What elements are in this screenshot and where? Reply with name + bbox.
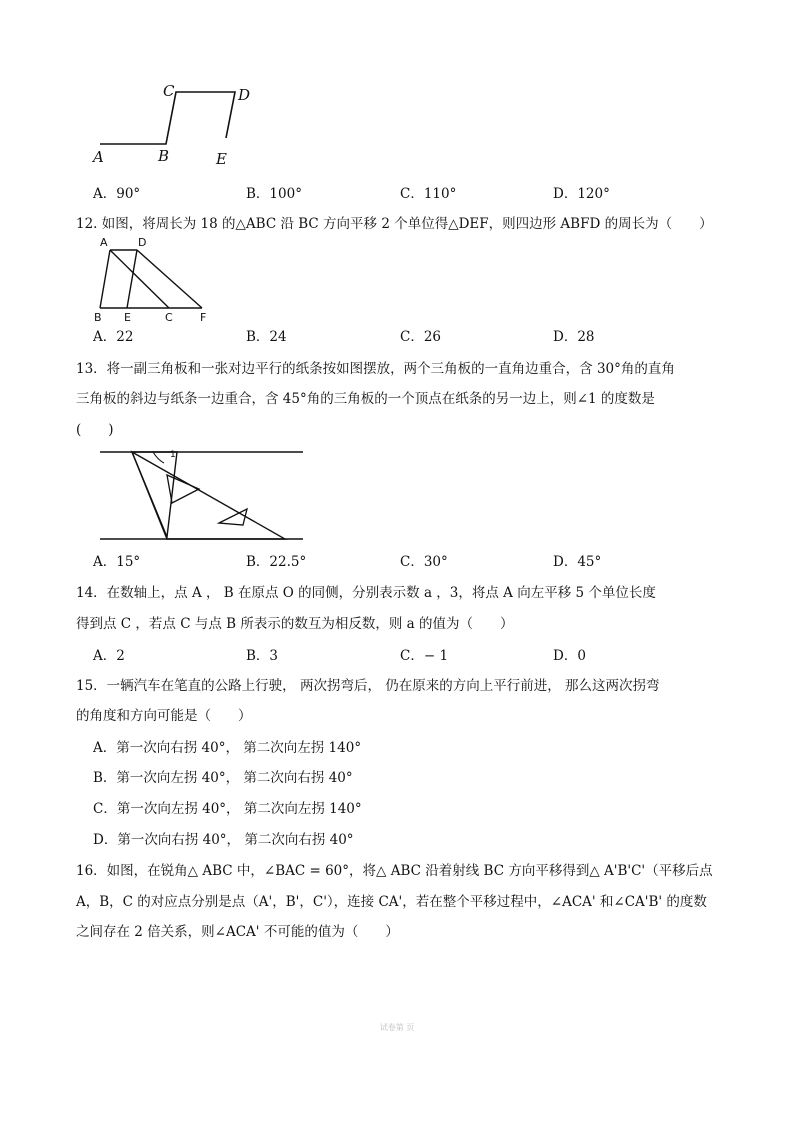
q13-option-d[interactable]: D．45°: [553, 554, 602, 570]
q14-option-b[interactable]: B．3: [246, 648, 279, 664]
q11-label-D: D: [238, 86, 251, 104]
q14-text-line-2: 得到点 C ，若点 C 与点 B 所表示的数互为相反数，则 a 的值为（ ）: [76, 616, 514, 632]
q13-option-a[interactable]: A．15°: [93, 554, 141, 570]
q11-option-a[interactable]: A．90°: [93, 186, 141, 202]
q12-option-d[interactable]: D．28: [553, 329, 595, 345]
q12-label-B: B: [94, 311, 102, 324]
q15-option-c[interactable]: C．第一次向左拐 40°， 第二次向左拐 140°: [93, 801, 362, 817]
q14-text-line-1: 14．在数轴上，点 A ， B 在原点 O 的同侧，分别表示数 a ，3，将点 A 向左平移 5 个单位长度: [76, 585, 656, 601]
q12-option-a[interactable]: A．22: [93, 329, 134, 345]
q15-option-a[interactable]: A．第一次向右拐 40°， 第二次向左拐 140°: [93, 740, 362, 756]
q12-option-b[interactable]: B．24: [246, 329, 287, 345]
q11-label-B: B: [158, 147, 170, 165]
q11-option-d[interactable]: D．120°: [553, 186, 610, 202]
q13-option-b[interactable]: B．22.5°: [246, 554, 307, 570]
q14-option-c[interactable]: C．− 1: [400, 648, 449, 664]
q15-text-line-1: 15．一辆汽车在笔直的公路上行驶， 两次拐弯后， 仍在原来的方向上平行前进， 那么这两次拐弯: [76, 678, 660, 694]
q12-text: 12. 如图，将周长为 18 的△ABC 沿 BC 方向平移 2 个单位得△DEF，则四边形 ABFD 的周长为（ ）: [76, 216, 713, 232]
q13-text-line-3: ( ): [76, 422, 114, 438]
q11-option-b[interactable]: B．100°: [246, 186, 302, 202]
q15-option-b[interactable]: B．第一次向左拐 40°， 第二次向右拐 40°: [93, 770, 353, 786]
q15-option-d[interactable]: D．第一次向右拐 40°， 第二次向右拐 40°: [93, 832, 354, 848]
q12-option-c[interactable]: C．26: [400, 329, 442, 345]
q13-option-c[interactable]: C．30°: [400, 554, 448, 570]
q15-text-line-2: 的角度和方向可能是（ ）: [76, 708, 252, 724]
q11-option-c[interactable]: C．110°: [400, 186, 457, 202]
q16-text-line-3: 之间存在 2 倍关系，则∠ACA' 不可能的值为（ ）: [76, 924, 399, 940]
q11-label-A: A: [93, 148, 104, 166]
q14-option-d[interactable]: D．0: [553, 648, 586, 664]
q13-figure: [95, 445, 310, 545]
q11-label-C: C: [163, 82, 175, 100]
q11-label-E: E: [216, 150, 227, 168]
q12-label-F: F: [200, 311, 207, 324]
q16-text-line-2: A，B，C 的对应点分别是点（A'，B'，C'），连接 CA'，若在整个平移过程中，∠ACA' 和∠CA'B' 的度数: [76, 894, 707, 910]
q12-figure: [90, 238, 220, 318]
q12-label-D: D: [138, 236, 147, 249]
q13-angle-label: 1: [170, 450, 176, 460]
page-footer: 试卷第 页: [379, 1023, 415, 1032]
q12-label-A: A: [100, 236, 108, 249]
q14-option-a[interactable]: A．2: [93, 648, 125, 664]
q13-text-line-1: 13．将一副三角板和一张对边平行的纸条按如图摆放，两个三角板的一直角边重合，含 30°角的直角: [76, 361, 675, 377]
q12-label-C: C: [165, 311, 173, 324]
q12-label-E: E: [124, 311, 131, 324]
q16-text-line-1: 16．如图，在锐角△ ABC 中，∠BAC = 60°，将△ ABC 沿着射线 BC 方向平移得到△ A'B'C'（平移后点: [76, 863, 713, 879]
q13-text-line-2: 三角板的斜边与纸条一边重合，含 45°角的三角板的一个顶点在纸条的另一边上，则∠1 的度数是: [76, 391, 655, 407]
